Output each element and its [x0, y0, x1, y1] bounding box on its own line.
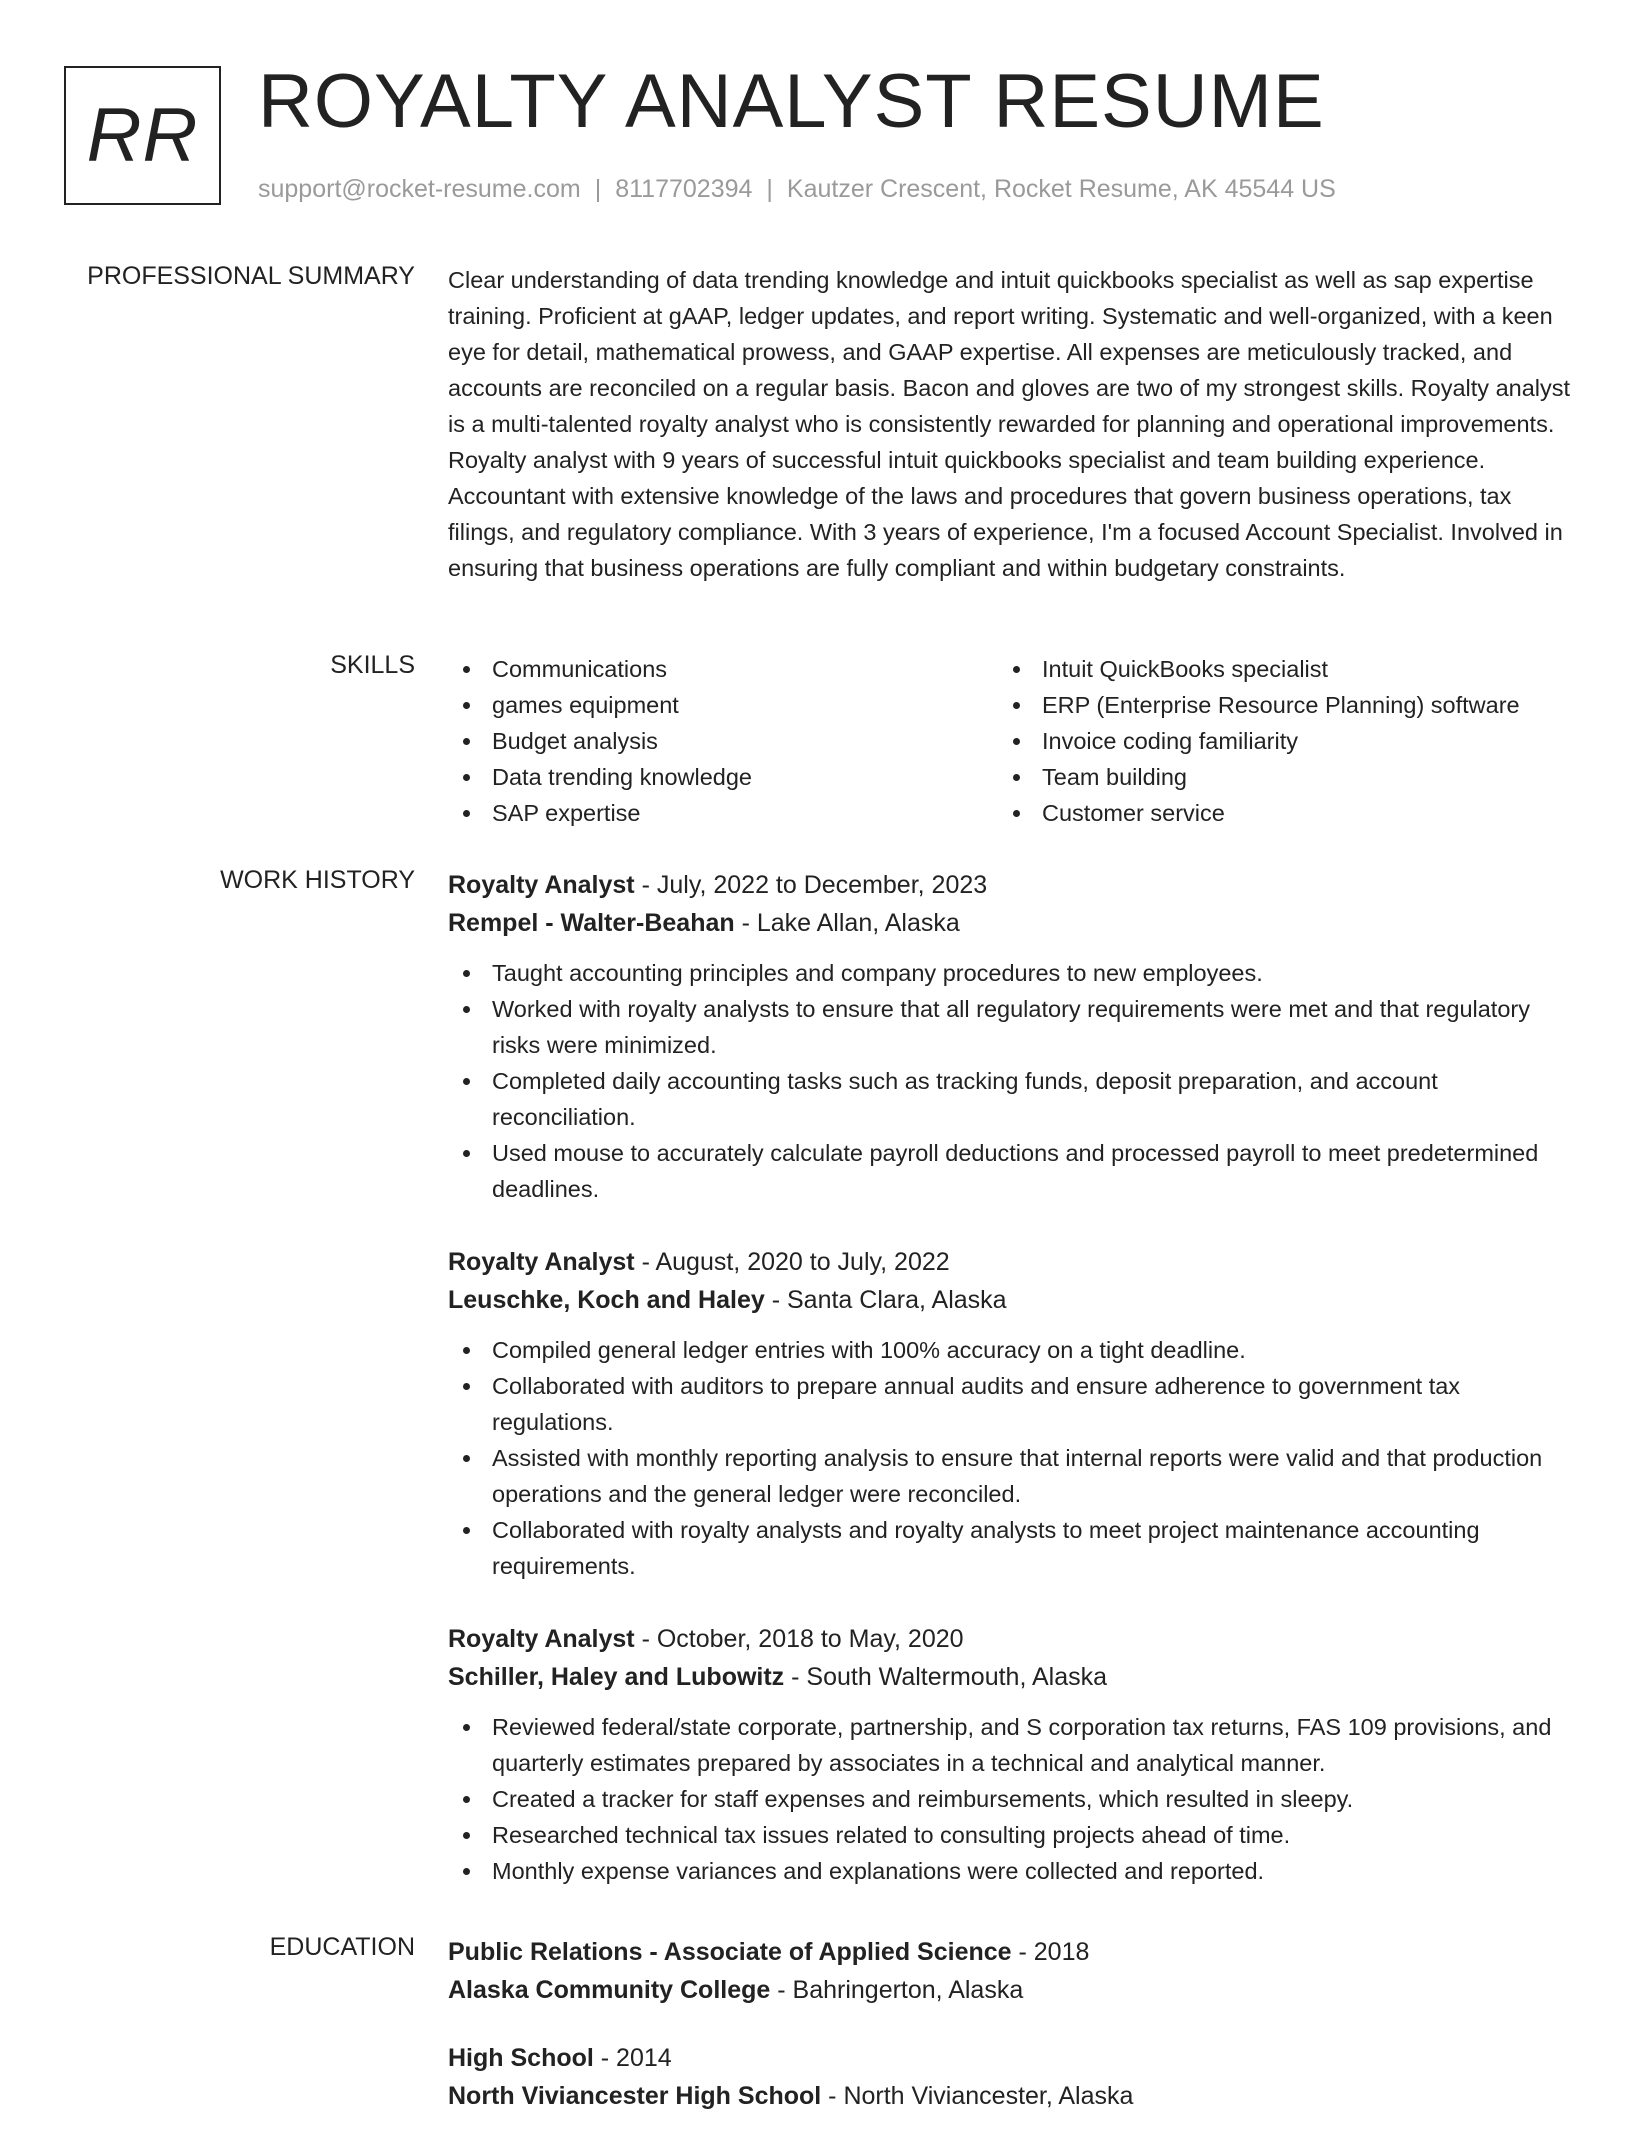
education-school-line: [448, 1971, 1578, 2009]
education-entry: [448, 2039, 1578, 2115]
education-degree-line: [448, 2039, 1578, 2077]
education-body: [448, 1933, 1578, 2145]
job-company: Leuschke, Koch and Haley: [448, 1286, 765, 1314]
job-entry: [448, 1243, 1578, 1584]
contact-phone[interactable]: 8117702394: [615, 175, 753, 203]
section-label: EDUCATION: [269, 1933, 415, 1961]
job-title: Royalty Analyst: [448, 1625, 635, 1653]
contact-email[interactable]: support@rocket-resume.com: [258, 175, 581, 203]
job-title: Royalty Analyst: [448, 1248, 635, 1276]
job-title-line: [448, 1620, 1578, 1658]
job-company-line: [448, 1281, 1578, 1319]
skill-item: Intuit QuickBooks specialist: [998, 651, 1548, 687]
job-dates: - October, 2018 to May, 2020: [634, 1625, 964, 1653]
job-bullet: Collaborated with auditors to prepare annual audits and ensure adherence to government tax regulations.: [448, 1368, 1578, 1440]
job-company-line: [448, 904, 1578, 942]
job-bullet: Completed daily accounting tasks such as tracking funds, deposit preparation, and account reconciliation.: [448, 1063, 1578, 1135]
education-entry: [448, 1933, 1578, 2009]
education-degree: High School: [448, 2044, 594, 2072]
job-entry: [448, 866, 1578, 1207]
job-bullet: Created a tracker for staff expenses and reimbursements, which resulted in sleepy.: [448, 1781, 1578, 1817]
job-company: Rempel - Walter-Beahan: [448, 909, 735, 937]
contact-line: [258, 175, 1336, 204]
monogram-logo: RR: [64, 66, 221, 205]
education-school: Alaska Community College: [448, 1976, 771, 2004]
skills-list-left: [448, 651, 998, 831]
education-location: - North Viviancester, Alaska: [821, 2082, 1134, 2110]
section-label: PROFESSIONAL SUMMARY: [87, 262, 415, 290]
job-bullet: Reviewed federal/state corporate, partnership, and S corporation tax returns, FAS 109 provisions, and quarterly estimates prepared by associates in a technical and analytical manner.: [448, 1709, 1578, 1781]
job-location: - Lake Allan, Alaska: [734, 909, 960, 937]
skill-item: games equipment: [448, 687, 998, 723]
job-bullet: Worked with royalty analysts to ensure that all regulatory requirements were met and that regulatory risks were minimized.: [448, 991, 1578, 1063]
skill-item: Budget analysis: [448, 723, 998, 759]
job-bullets: [448, 1709, 1578, 1889]
skill-item: Data trending knowledge: [448, 759, 998, 795]
contact-separator: |: [594, 175, 602, 203]
job-bullet: Researched technical tax issues related to consulting projects ahead of time.: [448, 1817, 1578, 1853]
job-title-line: [448, 866, 1578, 904]
job-title: Royalty Analyst: [448, 871, 635, 899]
contact-separator: |: [766, 175, 773, 203]
job-bullet: Monthly expense variances and explanations were collected and reported.: [448, 1853, 1578, 1889]
summary-body: [448, 262, 1578, 586]
job-company-line: [448, 1658, 1578, 1696]
skill-item: Invoice coding familiarity: [998, 723, 1548, 759]
education-year: - 2014: [593, 2044, 672, 2072]
education-degree-line: [448, 1933, 1578, 1971]
skills-list-right: [998, 651, 1548, 831]
education-location: - Bahringerton, Alaska: [770, 1976, 1024, 2004]
skill-item: ERP (Enterprise Resource Planning) software: [998, 687, 1548, 723]
job-bullet: Collaborated with royalty analysts and royalty analysts to meet project maintenance accounting requirements.: [448, 1512, 1578, 1584]
job-bullet: Taught accounting principles and company procedures to new employees.: [448, 955, 1578, 991]
section-label: WORK HISTORY: [220, 866, 415, 894]
contact-address: Kautzer Crescent, Rocket Resume, AK 45544 US: [786, 175, 1336, 203]
job-company: Schiller, Haley and Lubowitz: [448, 1663, 785, 1691]
section-label: SKILLS: [330, 651, 415, 679]
education-year: - 2018: [1011, 1938, 1090, 1966]
job-title-line: [448, 1243, 1578, 1281]
job-bullets: [448, 1332, 1578, 1584]
job-bullet: Used mouse to accurately calculate payroll deductions and processed payroll to meet predetermined deadlines.: [448, 1135, 1578, 1207]
skills-body: [448, 651, 1578, 831]
summary-text: Clear understanding of data trending knowledge and intuit quickbooks specialist as well as sap expertise training. Proficient at gAAP, ledger updates, and report writing. Systematic and well-organized, with a keen eye for detail, mathematical prowess, and GAAP expertise. All expenses are meticulously tracked, and accounts are reconciled on a regular basis. Bacon and gloves are two of my strongest skills. Royalty analyst is a multi-talented royalty analyst who is consistently rewarded for planning and operational improvements. Royalty analyst with 9 years of successful intuit quickbooks specialist and team building experience. Accountant with extensive knowledge of the laws and procedures that govern business operations, tax filings, and regulatory compliance. With 3 years of experience, I'm a focused Account Specialist. Involved in ensuring that business operations are fully compliant and within budgetary constraints.: [448, 267, 1571, 581]
skill-item: Customer service: [998, 795, 1548, 831]
education-school: North Viviancester High School: [448, 2082, 822, 2110]
job-dates: - August, 2020 to July, 2022: [634, 1248, 950, 1276]
job-bullet: Assisted with monthly reporting analysis to ensure that internal reports were valid and that production operations and the general ledger were reconciled.: [448, 1440, 1578, 1512]
skill-item: Communications: [448, 651, 998, 687]
resume-title: ROYALTY ANALYST RESUME: [258, 59, 1325, 144]
skill-item: Team building: [998, 759, 1548, 795]
work-history-body: [448, 866, 1578, 1925]
job-location: - South Waltermouth, Alaska: [784, 1663, 1108, 1691]
education-degree: Public Relations - Associate of Applied Science: [448, 1938, 1012, 1966]
education-school-line: [448, 2077, 1578, 2115]
job-location: - Santa Clara, Alaska: [764, 1286, 1007, 1314]
job-bullets: [448, 955, 1578, 1207]
job-entry: [448, 1620, 1578, 1889]
job-dates: - July, 2022 to December, 2023: [634, 871, 988, 899]
skill-item: SAP expertise: [448, 795, 998, 831]
job-bullet: Compiled general ledger entries with 100% accuracy on a tight deadline.: [448, 1332, 1578, 1368]
